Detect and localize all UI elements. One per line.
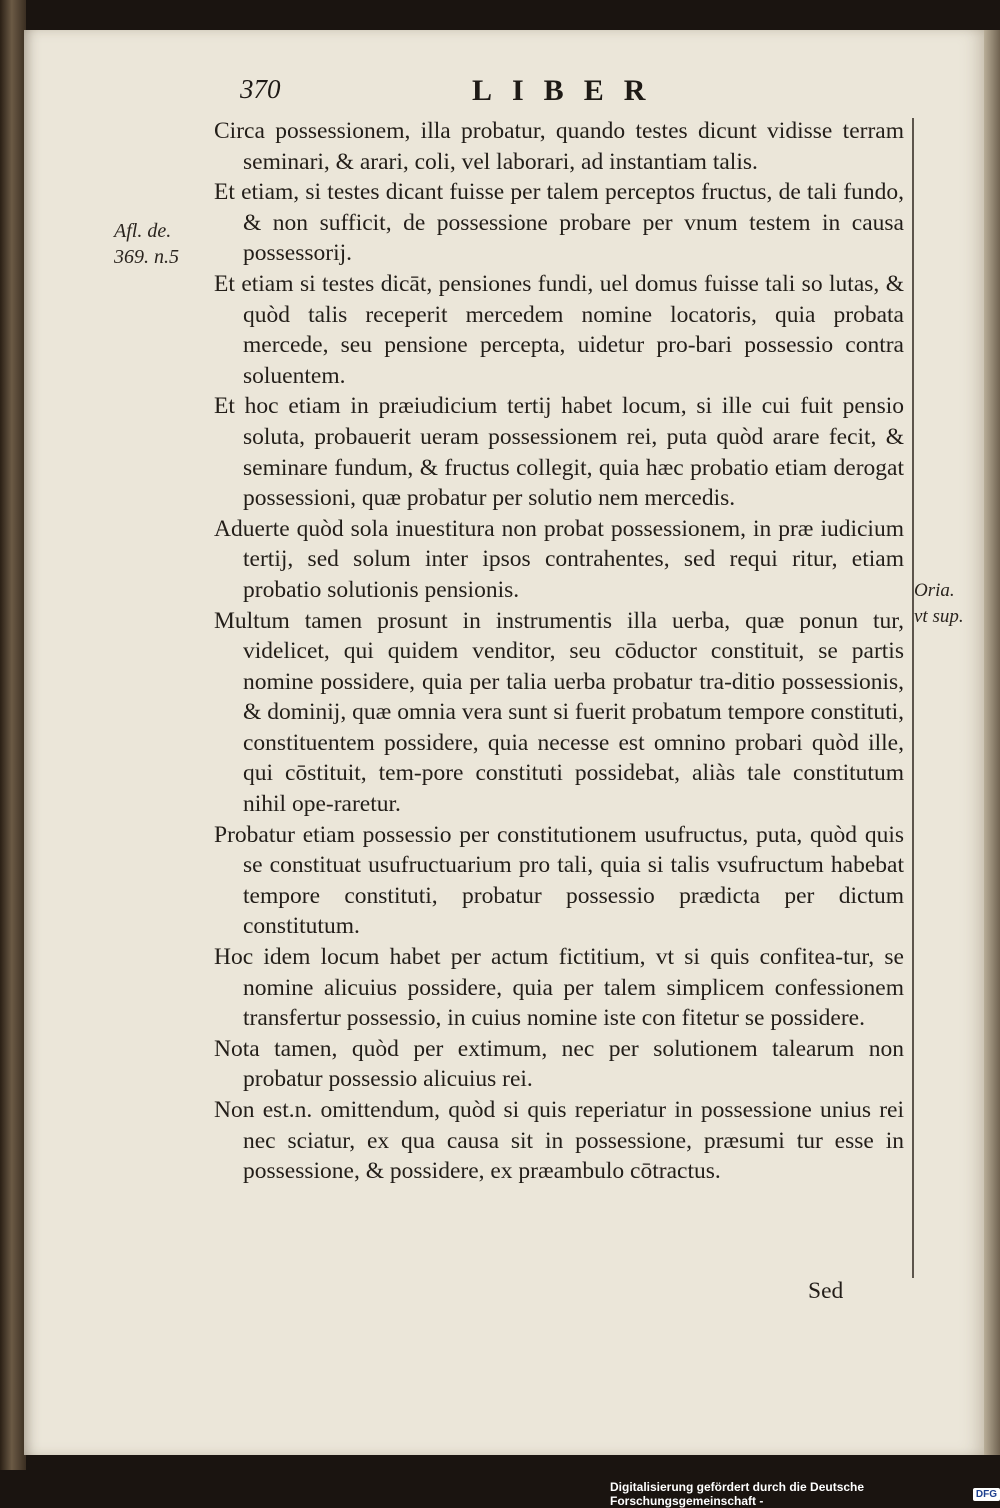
marginal-note-line: 369. n.5 <box>114 246 179 268</box>
dfg-logo-icon: DFG <box>973 1488 1000 1501</box>
paragraph: Probatur etiam possessio per constitutionem usufructus, puta, quòd quis se constituat usufructuarium pro tali, quia si talis vsufructum habebat tempore constituti, probatur possessio prædicta per dictum constitutum. <box>214 821 904 940</box>
paragraph: Circa possessionem, illa probatur, quando testes dicunt vidisse terram seminari, & arari, coli, vel laborari, ad instantiam talis. <box>214 118 904 175</box>
paragraph: Multum tamen prosunt in instrumentis illa uerba, quæ ponun tur, videlicet, qui quidem venditor, seu cōductor constituit, se partis nomine possidere, quia per talia uerba probatur tra-ditio possessionis, & dominij, quæ omnia vera sunt si fuerit probatum tempore constituti, constituentem possidere, quia necesse est omnino probari quòd ille, qui cōstituit, tem-pore constituti possidebat, aliàs tale constitutum nihil ope-raretur. <box>214 607 904 818</box>
marginal-note-line: vt sup. <box>914 606 964 627</box>
paragraph: Nota tamen, quòd per extimum, nec per solutionem talearum non probatur possessio alicuius rei. <box>214 1035 904 1093</box>
paragraph: Hoc idem locum habet per actum fictitium, vt si quis confitea-tur, se nomine alicuius possidere, quia per talem simplicem confessionem transfertur possessio, in cuius nomine iste con fitetur se possidere. <box>214 944 904 1032</box>
left-marginal-note <box>114 218 214 270</box>
running-head: LIBER <box>472 74 666 107</box>
page-header <box>240 74 900 110</box>
catchword: Sed <box>808 1278 844 1304</box>
marginal-note-line: Afl. de. <box>114 220 172 242</box>
paragraph: Non est.n. omittendum, quòd si quis reperiatur in possessione unius rei nec sciatur, ex qua causa sit in possessione, præsumi tur esse in possessione, & possidere, ex præambulo cōtractus. <box>214 1097 904 1185</box>
page-edge <box>984 30 1000 1455</box>
body-text <box>214 116 904 1187</box>
paragraph: Et etiam, si testes dicant fuisse per talem perceptos fructus, de tali fundo, & non sufficit, de possessione probare per vnum testem in causa possessorij. <box>214 179 904 267</box>
digitization-footer <box>610 1480 1000 1508</box>
paragraph: Et hoc etiam in præiudicium tertij habet locum, si ille cui fuit pensio soluta, probauerit ueram possessionem rei, puta quòd arare fecit, & seminare fundum, & fructus collegit, quia hæc probatio etiam derogat possessioni, quæ probatur per solutio nem mercedis. <box>214 393 904 512</box>
marginal-note-line: Oria. <box>914 580 955 601</box>
paragraph: Et etiam si testes dicāt, pensiones fundi, uel domus fuisse tali so lutas, & quòd talis receperit mercedem nomine locatoris, quia probata mercede, seu pensione percepta, uidetur pro-bari possessio contra soluentem. <box>214 270 904 389</box>
paragraph: Aduerte quòd sola inuestitura non probat possessionem, in præ iudicium tertij, sed solum inter ipsos contrahentes, sed requi ritur, etiam probatio solutionis pensionis. <box>214 515 904 603</box>
page-number: 370 <box>240 74 281 104</box>
book-spine <box>0 0 26 1470</box>
right-marginal-note <box>914 578 984 630</box>
footer-text: Digitalisierung gefördert durch die Deutsche Forschungsgemeinschaft - <box>610 1480 865 1508</box>
